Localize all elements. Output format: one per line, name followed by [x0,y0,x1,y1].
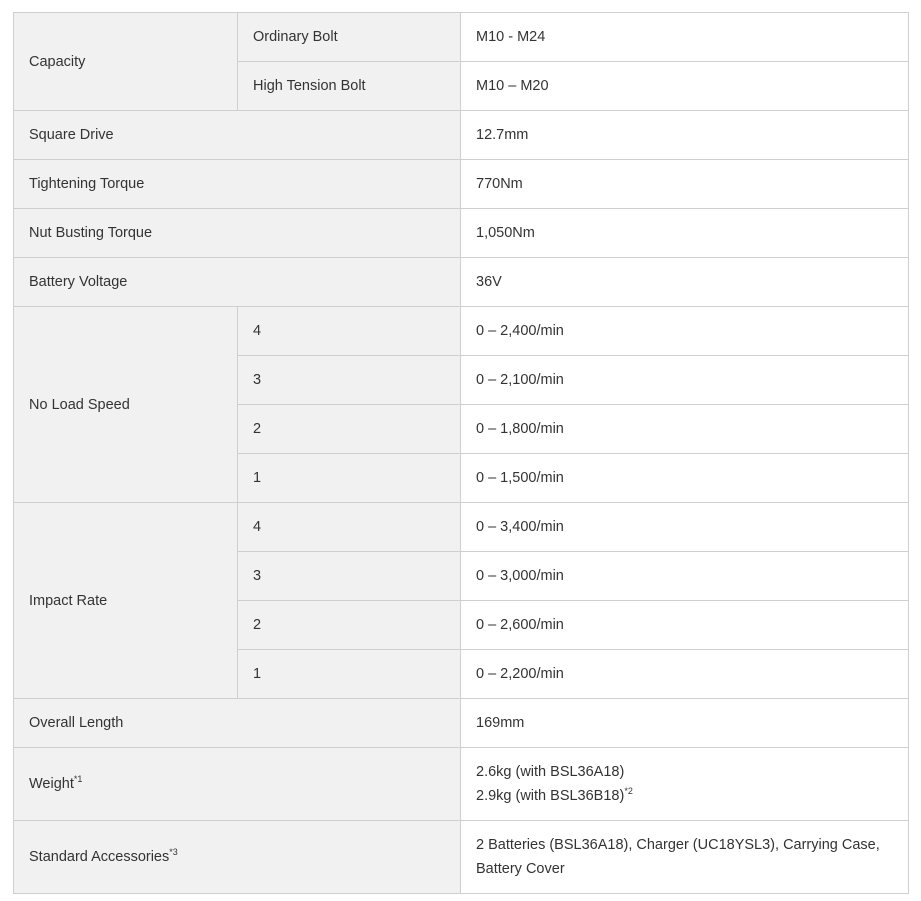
no-load-speed-mode: 1 [238,454,461,503]
impact-rate-mode: 4 [238,503,461,552]
battery-voltage-label: Battery Voltage [14,258,461,307]
weight-value-line-2-wrap [476,784,893,808]
no-load-speed-label: No Load Speed [14,307,238,503]
no-load-speed-mode: 4 [238,307,461,356]
impact-rate-mode: 3 [238,552,461,601]
spec-table [13,12,909,894]
standard-accessories-footnote-marker: *3 [169,847,178,858]
overall-length-value: 169mm [461,699,909,748]
impact-rate-mode: 2 [238,601,461,650]
standard-accessories-line-1: 2 Batteries (BSL36A18), Charger (UC18YSL3), Carrying Case, [476,837,880,853]
table-row [14,821,909,894]
weight-value-cell [461,748,909,821]
table-row [14,13,909,62]
weight-value-line-2: 2.9kg (with BSL36B18) [476,788,625,804]
table-row [14,258,909,307]
standard-accessories-line-2: Battery Cover [476,861,565,877]
table-row [14,160,909,209]
no-load-speed-value: 0 – 2,100/min [461,356,909,405]
no-load-speed-mode: 2 [238,405,461,454]
table-row [14,111,909,160]
ordinary-bolt-label: Ordinary Bolt [238,13,461,62]
no-load-speed-mode: 3 [238,356,461,405]
weight-label: Weight [29,776,74,792]
standard-accessories-label-cell [14,821,461,894]
square-drive-value: 12.7mm [461,111,909,160]
no-load-speed-value: 0 – 1,500/min [461,454,909,503]
high-tension-bolt-value: M10 – M20 [461,62,909,111]
high-tension-bolt-label: High Tension Bolt [238,62,461,111]
nut-busting-torque-label: Nut Busting Torque [14,209,461,258]
impact-rate-value: 0 – 2,200/min [461,650,909,699]
no-load-speed-value: 0 – 2,400/min [461,307,909,356]
impact-rate-mode: 1 [238,650,461,699]
impact-rate-value: 0 – 2,600/min [461,601,909,650]
ordinary-bolt-value: M10 - M24 [461,13,909,62]
table-row [14,307,909,356]
weight-value-line-1: 2.6kg (with BSL36A18) [476,764,625,780]
impact-rate-label: Impact Rate [14,503,238,699]
weight-label-cell [14,748,461,821]
overall-length-label: Overall Length [14,699,461,748]
nut-busting-torque-value: 1,050Nm [461,209,909,258]
table-row [14,209,909,258]
standard-accessories-value-cell [461,821,909,894]
weight-line-2-footnote-marker: *2 [624,786,633,797]
tightening-torque-label: Tightening Torque [14,160,461,209]
impact-rate-value: 0 – 3,400/min [461,503,909,552]
table-row [14,748,909,821]
table-row [14,699,909,748]
table-row [14,503,909,552]
tightening-torque-value: 770Nm [461,160,909,209]
weight-footnote-marker: *1 [73,774,83,785]
standard-accessories-label: Standard Accessories [29,849,170,865]
no-load-speed-value: 0 – 1,800/min [461,405,909,454]
impact-rate-value: 0 – 3,000/min [461,552,909,601]
capacity-label: Capacity [14,13,238,111]
battery-voltage-value: 36V [461,258,909,307]
square-drive-label: Square Drive [14,111,461,160]
